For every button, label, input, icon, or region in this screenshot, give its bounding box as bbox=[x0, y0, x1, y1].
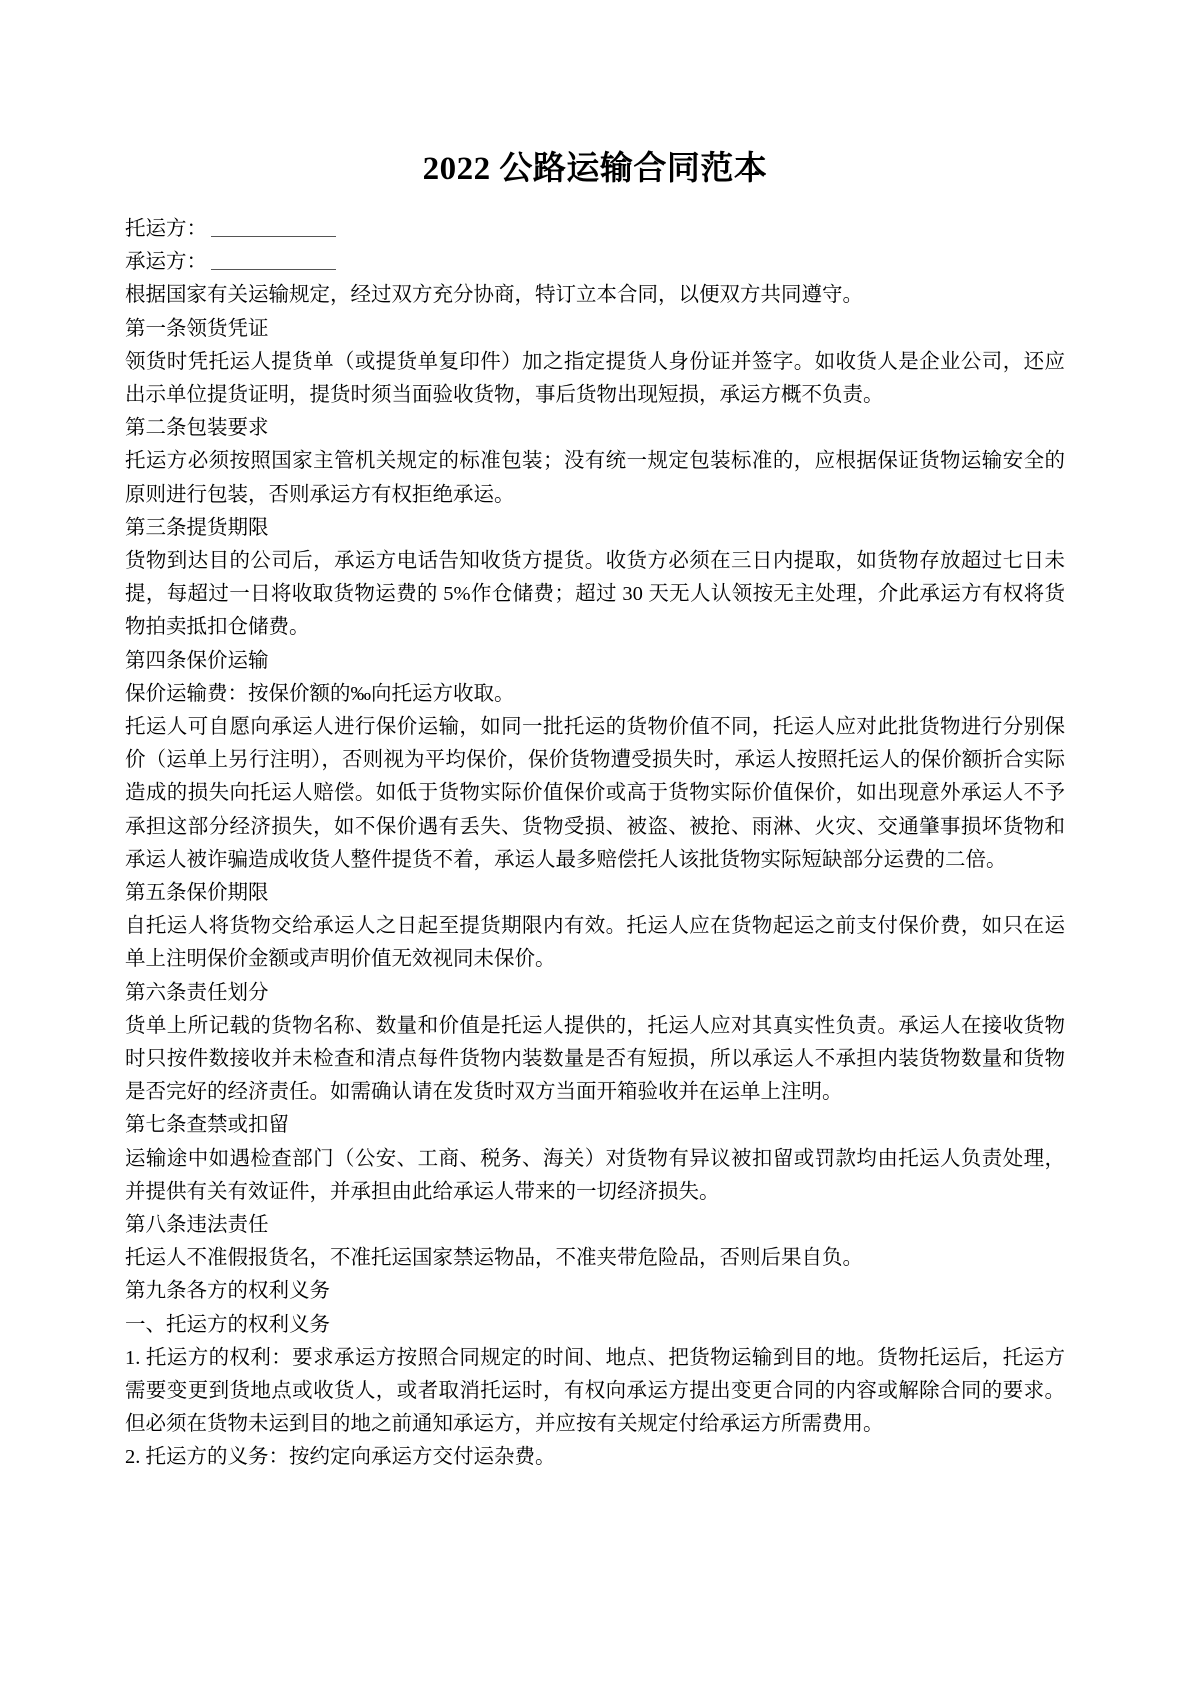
field-consignor-label: 托运方： bbox=[125, 217, 207, 240]
section-heading-2: 第二条包装要求 bbox=[125, 417, 269, 440]
paragraph-2: 托运方必须按照国家主管机关规定的标准包装；没有统一规定包装标准的，应根据保证货物运输安全的原则进行包装，否则承运方有权拒绝承运。 bbox=[125, 450, 1065, 506]
section-heading-1: 第一条领货凭证 bbox=[125, 317, 269, 340]
paragraph-5: 自托运人将货物交给承运人之日起至提货期限内有效。托运人应在货物起运之前支付保价费，如只在运单上注明保价金额或声明价值无效视同未保价。 bbox=[125, 915, 1065, 971]
paragraph-4a: 保价运输费：按保价额的‰向托运方收取。 bbox=[125, 682, 515, 705]
page-title: 2022 公路运输合同范本 bbox=[422, 151, 768, 187]
paragraph-7: 运输途中如遇检查部门（公安、工商、税务、海关）对货物有异议被扣留或罚款均由托运人负责处理，并提供有关有效证件，并承担由此给承运人带来的一切经济损失。 bbox=[125, 1147, 1065, 1203]
subsection-heading-9-1: 一、托运方的权利义务 bbox=[125, 1313, 330, 1336]
field-carrier bbox=[125, 246, 1065, 279]
paragraph-9-1: 1. 托运方的权利：要求承运方按照合同规定的时间、地点、把货物运输到目的地。货物托运后，托运方需要变更到货地点或收货人，或者取消托运时，有权向承运方提出变更合同的内容或解除合同的要求。但必须在货物未运到目的地之前通知承运方，并应按有关规定付给承运方所需费用。 bbox=[125, 1346, 1065, 1436]
field-consignor-input[interactable] bbox=[211, 216, 336, 236]
section-heading-5: 第五条保价期限 bbox=[125, 881, 269, 904]
section-heading-4: 第四条保价运输 bbox=[125, 649, 269, 672]
section-heading-7: 第七条查禁或扣留 bbox=[125, 1114, 289, 1137]
field-carrier-label: 承运方： bbox=[125, 251, 207, 274]
section-heading-3: 第三条提货期限 bbox=[125, 516, 269, 539]
document-body bbox=[125, 213, 1065, 1475]
section-heading-8: 第八条违法责任 bbox=[125, 1213, 269, 1236]
paragraph-9-2: 2. 托运方的义务：按约定向承运方交付运杂费。 bbox=[125, 1446, 556, 1469]
paragraph-1: 领货时凭托运人提货单（或提货单复印件）加之指定提货人身份证并签字。如收货人是企业公司，还应出示单位提货证明，提货时须当面验收货物，事后货物出现短损，承运方概不负责。 bbox=[125, 350, 1065, 406]
field-consignor bbox=[125, 213, 1065, 246]
section-heading-6: 第六条责任划分 bbox=[125, 981, 269, 1004]
section-heading-9: 第九条各方的权利义务 bbox=[125, 1280, 330, 1303]
paragraph-4b: 托运人可自愿向承运人进行保价运输，如同一批托运的货物价值不同，托运人应对此批货物进行分别保价（运单上另行注明），否则视为平均保价，保价货物遭受损失时，承运人按照托运人的保价额折合实际造成的损失向托运人赔偿。如低于货物实际价值保价或高于货物实际价值保价，如出现意外承运人不予承担这部分经济损失，如不保价遇有丢失、货物受损、被盗、被抢、雨淋、火灾、交通肇事损坏货物和承运人被诈骗造成收货人整件提货不着，承运人最多赔偿托人该批货物实际短缺部分运费的二倍。 bbox=[125, 715, 1065, 871]
paragraph-6: 货单上所记载的货物名称、数量和价值是托运人提供的，托运人应对其真实性负责。承运人在接收货物时只按件数接收并未检查和清点每件货物内装数量是否有短损，所以承运人不承担内装货物数量和货物是否完好的经济责任。如需确认请在发货时双方当面开箱验收并在运单上注明。 bbox=[125, 1014, 1065, 1104]
paragraph-preamble: 根据国家有关运输规定，经过双方充分协商，特订立本合同，以便双方共同遵守。 bbox=[125, 284, 863, 307]
paragraph-8: 托运人不准假报货名，不准托运国家禁运物品，不准夹带危险品，否则后果自负。 bbox=[125, 1247, 863, 1270]
field-carrier-input[interactable] bbox=[211, 250, 336, 270]
paragraph-3: 货物到达目的公司后，承运方电话告知收货方提货。收货方必须在三日内提取，如货物存放超过七日未提，每超过一日将收取货物运费的 5%作仓储费；超过 30 天无人认领按无主处理，介此承运方有权将货物拍卖抵扣仓储费。 bbox=[125, 549, 1065, 639]
